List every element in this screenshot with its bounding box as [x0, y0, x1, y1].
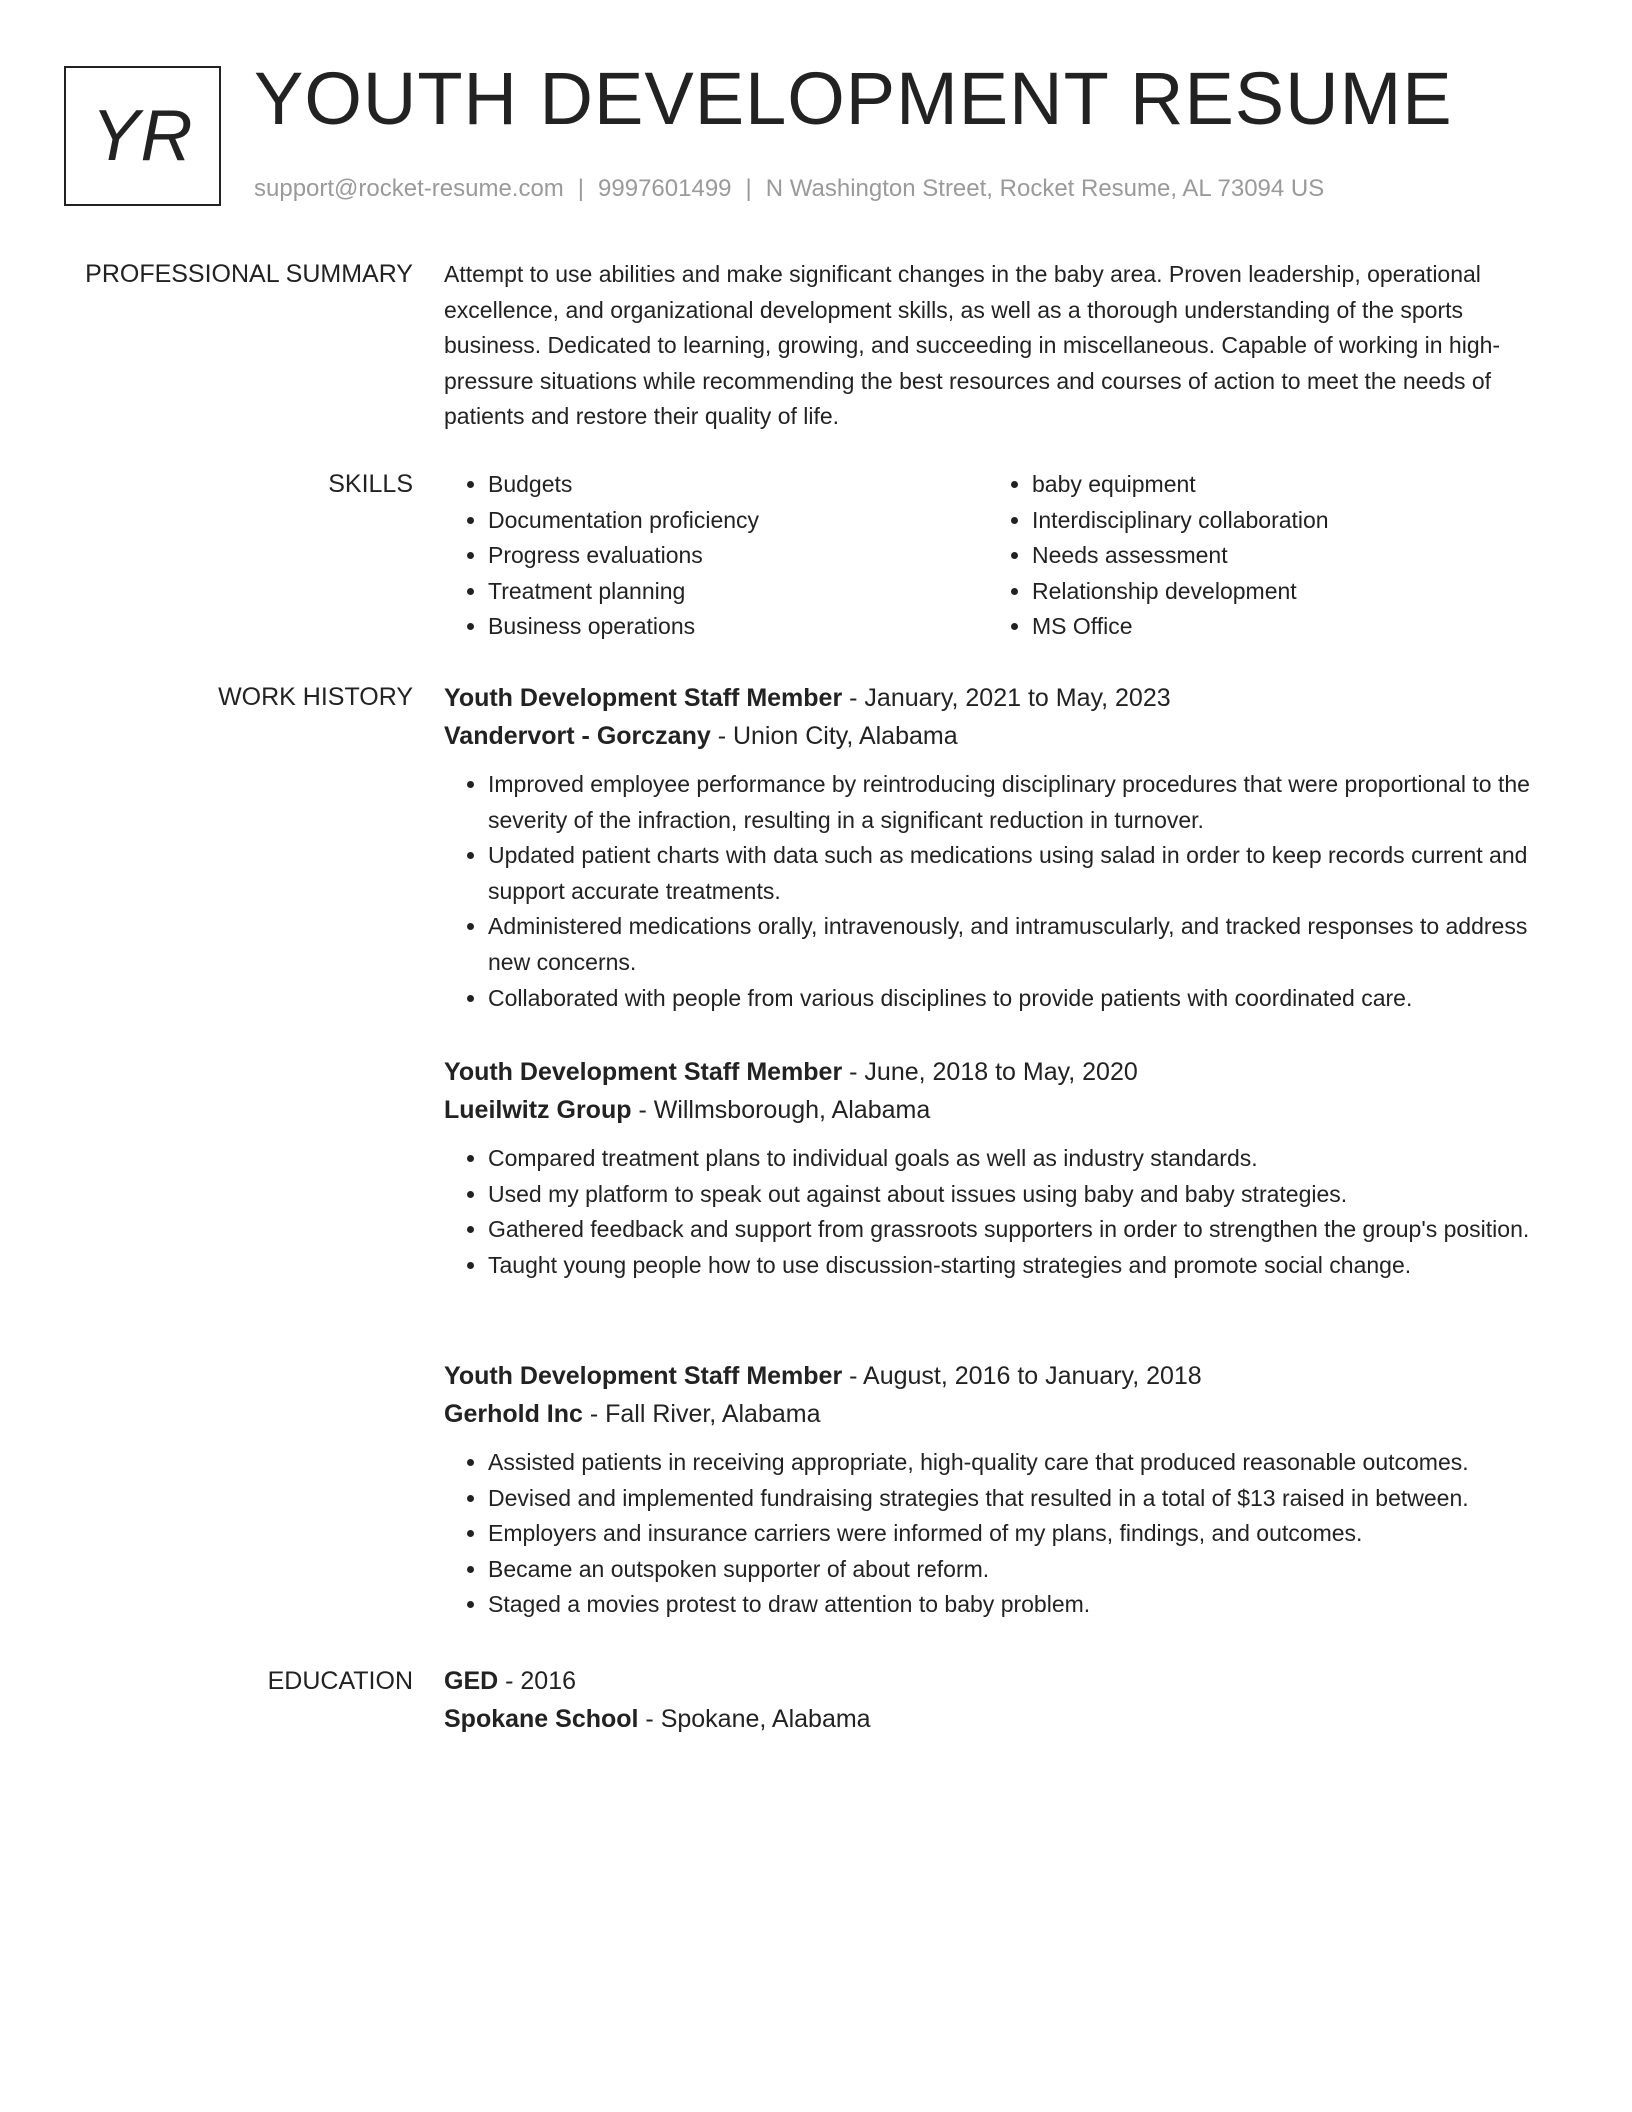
job-bullets — [444, 1141, 1562, 1283]
skill-item: • Budgets — [488, 467, 988, 503]
job-bullet: • Compared treatment plans to individual goals as well as industry standards. — [488, 1141, 1562, 1177]
job-bullet: • Assisted patients in receiving appropriate, high-quality care that produced reasonable outcomes. — [488, 1445, 1562, 1481]
job-entry — [444, 679, 1562, 1016]
job-bullet: • Collaborated with people from various disciplines to provide patients with coordinated care. — [488, 981, 1562, 1017]
skills-column-2 — [988, 467, 1329, 645]
contact-email: support@rocket-resume.com — [254, 175, 564, 202]
job-title: Youth Development Staff Member — [444, 684, 843, 712]
school-line — [444, 1700, 1562, 1738]
work-history-label: WORK HISTORY — [218, 683, 413, 711]
skill-item: • Treatment planning — [488, 574, 988, 610]
skill-item: • Needs assessment — [1032, 538, 1329, 574]
skill-item: • Progress evaluations — [488, 538, 988, 574]
job-title: Youth Development Staff Member — [444, 1058, 843, 1086]
summary-section — [444, 257, 1562, 435]
skills-section — [444, 467, 1562, 645]
job-bullet: • Used my platform to speak out against about issues using baby and baby strategies. — [488, 1177, 1562, 1213]
job-entry — [444, 1053, 1562, 1283]
education-section — [444, 1662, 1562, 1738]
company-line — [444, 717, 1562, 755]
job-bullet: • Taught young people how to use discussion-starting strategies and promote social change. — [488, 1248, 1562, 1284]
company-name: Vandervort - Gorczany — [444, 722, 711, 750]
company-line — [444, 1395, 1562, 1433]
company-location: - Union City, Alabama — [710, 722, 958, 750]
contact-line — [254, 174, 1324, 204]
skills-column-1 — [444, 467, 988, 645]
degree-year: - 2016 — [498, 1667, 577, 1695]
degree-name: GED — [444, 1667, 499, 1695]
skill-item: • Business operations — [488, 609, 988, 645]
job-bullets — [444, 767, 1562, 1016]
skill-item: • Documentation proficiency — [488, 503, 988, 539]
job-title-line — [444, 679, 1562, 717]
job-bullet: • Staged a movies protest to draw attention to baby problem. — [488, 1587, 1562, 1623]
job-bullet: • Improved employee performance by reintroducing disciplinary procedures that were proportional to the severity of the infraction, resulting in a significant reduction in turnover. — [488, 767, 1562, 838]
job-entry — [444, 1357, 1562, 1623]
job-bullet: • Administered medications orally, intravenously, and intramuscularly, and tracked responses to address new concerns. — [488, 909, 1562, 980]
job-bullet: • Updated patient charts with data such as medications using salad in order to keep records current and support accurate treatments. — [488, 838, 1562, 909]
company-location: - Willmsborough, Alabama — [631, 1096, 931, 1124]
summary-label: PROFESSIONAL SUMMARY — [85, 260, 413, 288]
job-title-line — [444, 1357, 1562, 1395]
job-bullet: • Devised and implemented fundraising strategies that resulted in a total of $13 raised in between. — [488, 1481, 1562, 1517]
job-bullet: • Gathered feedback and support from grassroots supporters in order to strengthen the group's position. — [488, 1212, 1562, 1248]
company-line — [444, 1091, 1562, 1129]
company-name: Lueilwitz Group — [444, 1096, 632, 1124]
contact-phone: 9997601499 — [598, 175, 732, 202]
job-bullet: • Became an outspoken supporter of about reform. — [488, 1552, 1562, 1588]
skill-item: • baby equipment — [1032, 467, 1329, 503]
company-location: - Fall River, Alabama — [582, 1400, 821, 1428]
resume-title: YOUTH DEVELOPMENT RESUME — [254, 57, 1453, 140]
job-dates: - January, 2021 to May, 2023 — [842, 684, 1171, 712]
job-title-line — [444, 1053, 1562, 1091]
job-bullets — [444, 1445, 1562, 1623]
company-name: Gerhold Inc — [444, 1400, 583, 1428]
skill-item: • MS Office — [1032, 609, 1329, 645]
contact-separator: | — [745, 175, 752, 202]
job-title: Youth Development Staff Member — [444, 1362, 843, 1390]
skill-item: • Interdisciplinary collaboration — [1032, 503, 1329, 539]
education-label: EDUCATION — [267, 1667, 413, 1695]
summary-text: Attempt to use abilities and make significant changes in the baby area. Proven leadership, operational excellence, and organizational development skills, as well as a thorough understanding of the sports business. Dedicated to learning, growing, and succeeding in miscellaneous. Capable of working in high-pressure situations while recommending the best resources and courses of action to meet the needs of patients and restore their quality of life. — [444, 261, 1501, 430]
school-location: - Spokane, Alabama — [638, 1705, 871, 1733]
job-dates: - June, 2018 to May, 2020 — [842, 1058, 1138, 1086]
job-dates: - August, 2016 to January, 2018 — [842, 1362, 1202, 1390]
skill-item: • Relationship development — [1032, 574, 1329, 610]
skills-label: SKILLS — [328, 470, 413, 498]
monogram-initials: YR — [91, 96, 194, 176]
contact-address: N Washington Street, Rocket Resume, AL 73094 US — [765, 175, 1325, 202]
school-name: Spokane School — [444, 1705, 639, 1733]
degree-line — [444, 1662, 1562, 1700]
contact-separator: | — [577, 175, 585, 202]
monogram-box — [64, 66, 221, 206]
job-bullet: • Employers and insurance carriers were informed of my plans, findings, and outcomes. — [488, 1516, 1562, 1552]
